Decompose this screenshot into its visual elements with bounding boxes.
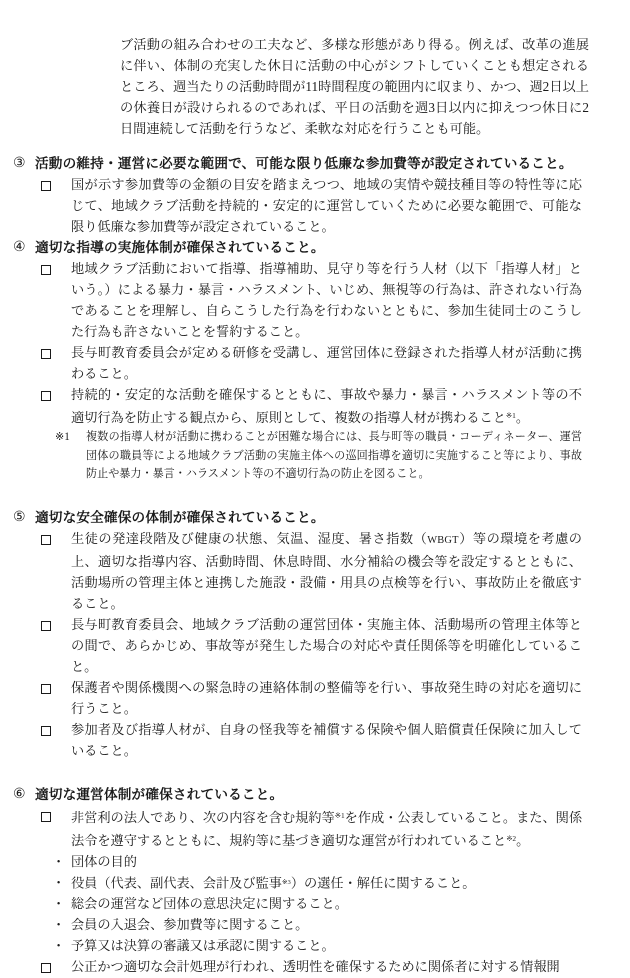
- section-heading-4: [13, 237, 582, 258]
- checklist-item-text-mid: を作成・公表していること。また、関係法令を遵守するとともに、規約等に基づき適切な運営が行われていること: [71, 809, 583, 848]
- checklist-item-text-main: 持続的・安定的な活動を確保するとともに、事故や暴力・暴言・ハラスメント等の不適切行為を防止する観点から、原則として、複数の指導人材が携わること: [71, 387, 582, 425]
- bullet-list-item-text: 会員の入退会、参加費等に関すること。: [71, 917, 309, 933]
- section-number-5: ⑤: [13, 509, 26, 525]
- footnote-reference: ※3: [282, 878, 291, 886]
- checklist-item-text-tail: 。: [515, 410, 529, 425]
- bullet-icon: ・: [52, 853, 66, 869]
- bullet-list-item: [13, 935, 582, 956]
- checklist-item-text-tail: 。: [516, 832, 530, 848]
- bullet-list-item-text: 団体の目的: [71, 853, 137, 869]
- checklist-item-text-main: 非営利の法人であり、次の内容を含む規約等: [71, 809, 335, 825]
- section-heading-3: [13, 153, 582, 174]
- checklist-item[interactable]: [13, 677, 582, 719]
- checklist-item[interactable]: [13, 528, 582, 614]
- spacer: [13, 139, 582, 153]
- checklist-item-text: [71, 384, 582, 428]
- footnote-text: 複数の指導人材が活動に携わることが困難な場合には、長与町等の職員・コーディネーター、運営団体の職員等による地域クラブ活動の実施主体への巡回指導を適切に実施すること等により、事故防止や暴力・暴言・ハラスメント等の不適切行為の防止を図ること。: [86, 431, 582, 481]
- footnote-item: [13, 428, 582, 484]
- bullet-text-main: 役員（代表、副代表、会計及び監事: [71, 875, 282, 891]
- checklist-item-text: [71, 805, 582, 851]
- continued-paragraph: ブ活動の組み合わせの工夫など、多様な形態があり得る。例えば、改革の進展に伴い、体制の充実した休日に活動の中心がシフトしていくことも想定されるところ、週当たりの活動時間が11時間程度の範囲内に収まり、かつ、週2日以上の休養日が設けられるのであれば、平日の活動を週3日以内に抑えつつ休日に2日間連続して活動を行うなど、柔軟な対応を行うことも可能。: [120, 37, 589, 136]
- checkbox-icon[interactable]: [41, 384, 71, 406]
- checklist-item[interactable]: [13, 342, 582, 384]
- spacer: [13, 484, 582, 507]
- checkbox-icon[interactable]: [41, 719, 71, 741]
- checkbox-icon[interactable]: [41, 342, 71, 364]
- checkbox-icon[interactable]: [41, 956, 71, 978]
- checkbox-icon[interactable]: [41, 677, 71, 699]
- checklist-item-text-tail: ）等の環境を考慮の上、適切な指導内容、活動時間、休息時間、水分補給の機会等を設定するとともに、活動場所の管理主体と連携した施設・設備・用具の点検等を行い、事故防止を徹底すること。: [71, 530, 582, 611]
- bullet-list-item: [13, 914, 582, 935]
- section-number-3: ③: [13, 156, 26, 171]
- bullet-list-item-text: 総会の運営など団体の意思決定に関すること。: [71, 896, 348, 912]
- footnote-marker: ※1: [55, 431, 70, 443]
- wbgt-abbreviation: WBGT: [427, 534, 459, 546]
- checklist-item[interactable]: [13, 805, 582, 851]
- checklist-item-text: 国が示す参加費等の金額の目安を踏まえつつ、地域の実情や競技種目等の特性等に応じて、地域クラブ活動を持続的・安定的に運営していくために必要な範囲で、可能な限り低廉な参加費等が設定されていること。: [71, 177, 582, 234]
- checklist-item-text: 長与町教育委員会が定める研修を受講し、運営団体に登録された指導人材が活動に携わること。: [71, 345, 582, 381]
- section-title-3: 活動の維持・運営に必要な範囲で、可能な限り低廉な参加費等が設定されていること。: [35, 156, 573, 171]
- checklist-item[interactable]: [13, 384, 582, 428]
- checkbox-icon[interactable]: [41, 528, 71, 550]
- checkbox-icon[interactable]: [41, 174, 71, 196]
- checklist-item-text: 公正かつ適切な会計処理が行われ、透明性を確保するために関係者に対する情報開: [71, 959, 560, 975]
- section-title-4: 適切な指導の実施体制が確保されていること。: [35, 240, 325, 255]
- checkbox-icon[interactable]: [41, 805, 71, 827]
- checklist-item-text: 保護者や関係機関への緊急時の連絡体制の整備等を行い、事故発生時の対応を適切に行うこと。: [71, 679, 582, 716]
- checklist-item[interactable]: [13, 174, 582, 237]
- section-title-5: 適切な安全確保の体制が確保されていること。: [35, 509, 325, 525]
- checkbox-icon[interactable]: [41, 258, 71, 280]
- checklist-item[interactable]: [13, 719, 582, 761]
- bullet-icon: ・: [52, 917, 66, 933]
- bullet-list-item-text: [71, 872, 582, 894]
- checklist-item[interactable]: [13, 258, 582, 342]
- section-number-6: ⑥: [13, 786, 26, 802]
- section-number-4: ④: [13, 240, 26, 255]
- footnote-reference: ※1: [334, 810, 345, 820]
- checklist-item-text: 地域クラブ活動において指導、指導補助、見守り等を行う人材（以下「指導人材」という。）による暴力・暴言・ハラスメント、いじめ、無視等の行為は、許されない行為であることを理解し、自らこうした行為を行わないとともに、参加生徒同士のこうした行為も許さないことを誓約すること。: [71, 261, 582, 339]
- bullet-list-item: [13, 893, 582, 914]
- bullet-list-item: [13, 851, 582, 872]
- checklist-item-text: 参加者及び指導人材が、自身の怪我等を補償する保険や個人賠償責任保険に加入していること。: [71, 721, 582, 758]
- bullet-icon: ・: [52, 874, 66, 890]
- bullet-icon: ・: [52, 896, 66, 912]
- checkbox-icon[interactable]: [41, 614, 71, 636]
- checklist-item-text: [71, 528, 582, 614]
- bullet-list-item: [13, 872, 582, 894]
- section-heading-6: [13, 784, 582, 805]
- footnote-reference: ※2: [506, 833, 517, 843]
- checklist-item-text: 長与町教育委員会、地域クラブ活動の運営団体・実施主体、活動場所の管理主体等との間で、あらかじめ、事故等が発生した場合の対応や責任関係等を明確化していること。: [71, 616, 582, 674]
- spacer: [13, 761, 582, 784]
- bullet-list-item-text: 予算又は決算の審議又は承認に関すること。: [71, 938, 335, 954]
- checklist-item[interactable]: [13, 956, 582, 978]
- footnote-reference: ※1: [505, 411, 516, 420]
- bullet-icon: ・: [52, 938, 66, 954]
- section-title-6: 適切な運営体制が確保されていること。: [35, 786, 284, 802]
- checklist-item[interactable]: [13, 614, 582, 677]
- section-heading-5: [13, 507, 582, 528]
- checklist-item-text-main: 生徒の発達段階及び健康の状態、気温、湿度、暑さ指数（: [71, 530, 428, 546]
- bullet-text-tail: ）の選任・解任に関すること。: [290, 875, 476, 891]
